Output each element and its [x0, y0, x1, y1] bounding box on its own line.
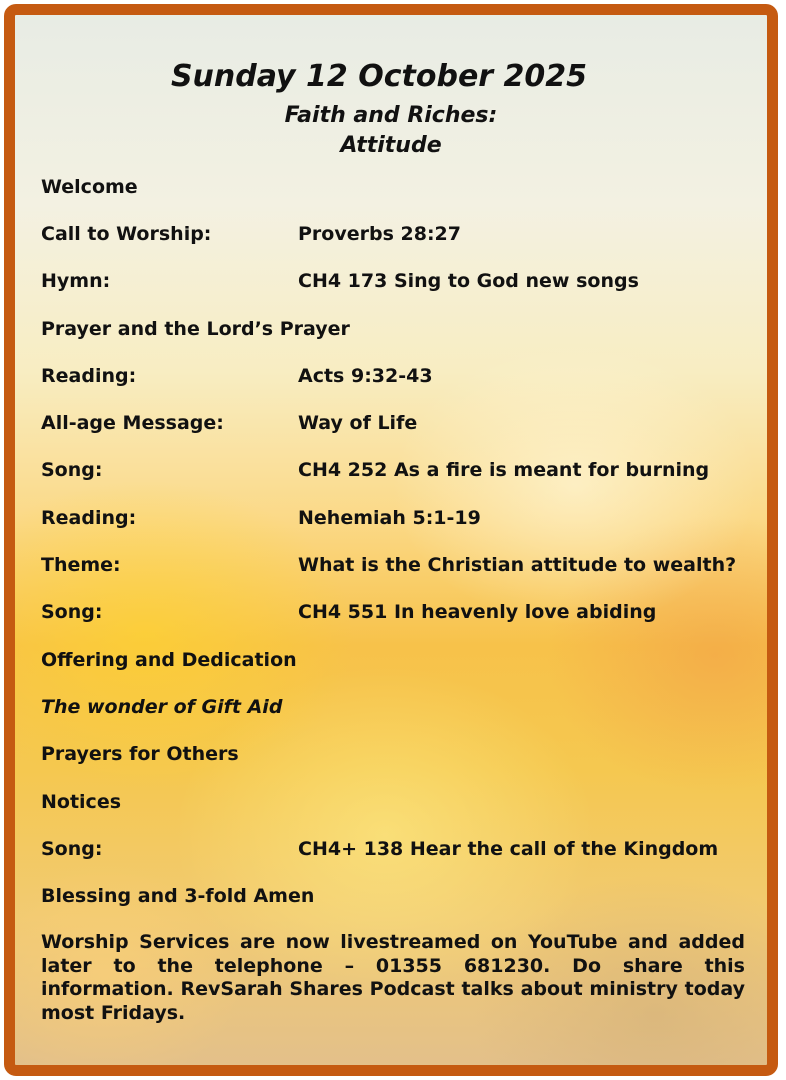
order-item-call-to-worship — [41, 223, 461, 245]
order-item-reading-2 — [41, 507, 481, 529]
service-date: Sunday 12 October 2025 — [170, 59, 588, 94]
order-item-song-1 — [41, 459, 709, 481]
order-item-label: Welcome — [41, 176, 138, 198]
order-item-label: Offering and Dedication — [41, 649, 297, 671]
livestream-notice: Worship Services are now livestreamed on YouTube and added later to the telephone – 01355 681230. Do share this information. RevSarah Shares Podcast talks about ministry today most Fridays. — [41, 931, 745, 1024]
order-item-label: Song: — [41, 459, 103, 481]
order-item-label: Prayer and the Lord’s Prayer — [41, 318, 350, 340]
order-item-blessing — [41, 885, 315, 907]
order-item-label: Song: — [41, 838, 103, 860]
service-sheet — [4, 4, 778, 1076]
order-item-label: Reading: — [41, 365, 137, 387]
order-item-value: Proverbs 28:27 — [298, 223, 461, 245]
order-item-label: Theme: — [41, 554, 121, 576]
order-item-value: Nehemiah 5:1-19 — [298, 507, 481, 529]
order-item-notices — [41, 791, 298, 813]
order-item-label: Call to Worship: — [41, 223, 212, 245]
order-item-label: Song: — [41, 601, 103, 623]
order-item-value: What is the Christian attitude to wealth? — [298, 554, 737, 576]
order-item-label: Notices — [41, 791, 122, 813]
order-item-value: CH4+ 138 Hear the call of the Kingdom — [298, 838, 719, 860]
order-item-offering — [41, 649, 298, 671]
order-item-label: Hymn: — [41, 270, 111, 292]
order-item-value: Acts 9:32-43 — [298, 365, 433, 387]
order-item-value: CH4 173 Sing to God new songs — [298, 270, 639, 292]
order-item-gift-aid — [41, 696, 298, 718]
order-item-hymn — [41, 270, 639, 292]
order-item-song-2 — [41, 601, 656, 623]
order-item-value: Way of Life — [298, 412, 418, 434]
order-item-all-age-message — [41, 412, 417, 434]
order-item-theme — [41, 554, 736, 576]
sermon-series-subtitle: Attitude — [340, 133, 442, 158]
order-item-value: CH4 252 As a fire is meant for burning — [298, 459, 710, 481]
order-item-reading-1 — [41, 365, 433, 387]
order-item-label: Reading: — [41, 507, 137, 529]
sermon-series-title: Faith and Riches: — [284, 103, 498, 128]
order-item-label: Prayers for Others — [41, 743, 239, 765]
order-item-prayer — [41, 318, 350, 340]
order-item-label: The wonder of Gift Aid — [41, 696, 283, 718]
order-item-prayers-for-others — [41, 743, 298, 765]
order-item-song-3 — [41, 838, 718, 860]
order-item-value: CH4 551 In heavenly love abiding — [298, 601, 657, 623]
order-item-label: All-age Message: — [41, 412, 224, 434]
order-item-welcome — [41, 176, 298, 198]
order-item-label: Blessing and 3-fold Amen — [41, 885, 315, 907]
